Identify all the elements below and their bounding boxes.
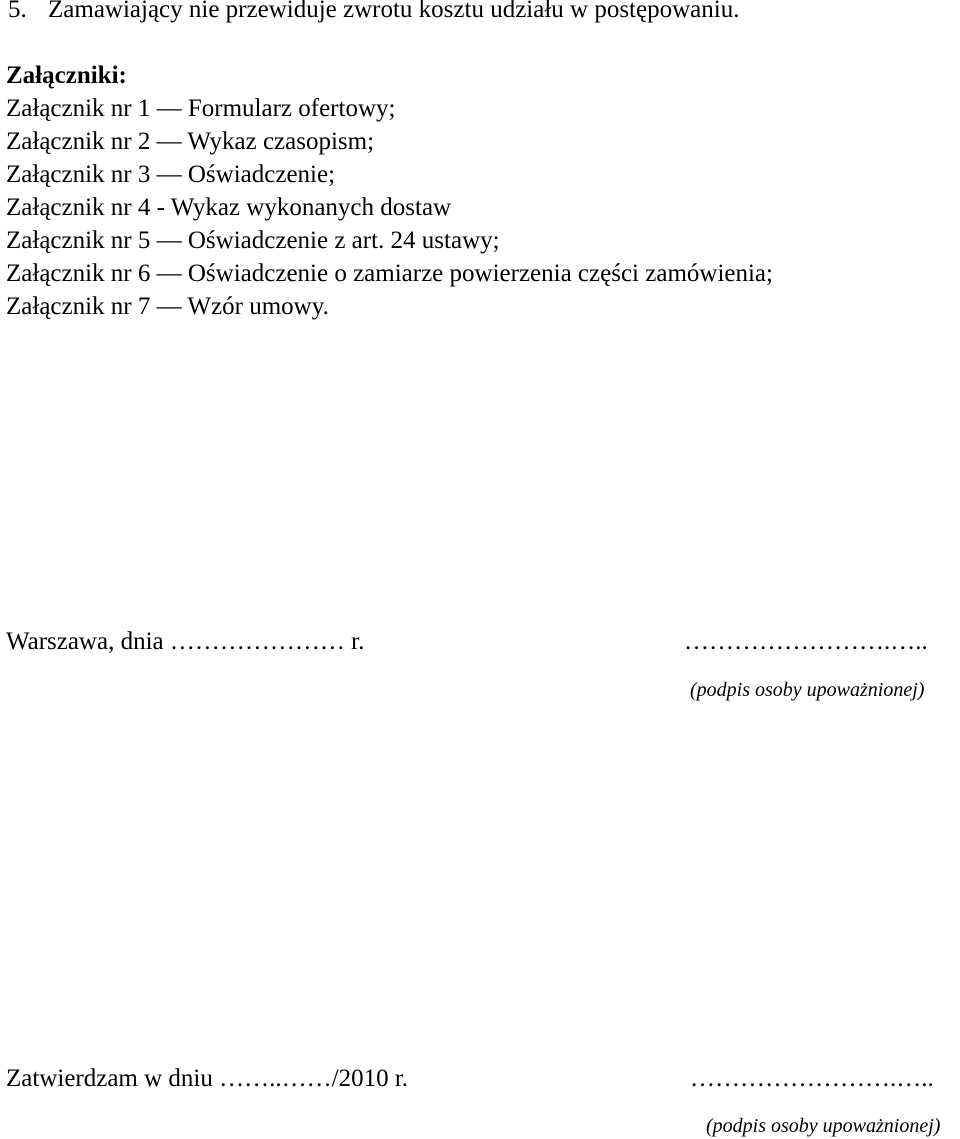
approval-date: Zatwierdzam w dniu ……..……/2010 r.: [6, 1065, 409, 1092]
attachments-heading: Załączniki:: [6, 62, 127, 89]
signature-dots: …………………….…..: [684, 628, 928, 655]
attachment-item: Załącznik nr 7 — Wzór umowy.: [6, 293, 329, 320]
attachment-item: Załącznik nr 2 — Wykaz czasopism;: [6, 128, 375, 155]
approval-signature-caption: (podpis osoby upoważnionej): [706, 1115, 941, 1137]
attachment-item: Załącznik nr 3 — Oświadczenie;: [6, 161, 336, 188]
point-5: [8, 0, 739, 26]
attachment-item: Załącznik nr 5 — Oświadczenie z art. 24 ustawy;: [6, 227, 500, 254]
point-number: 5.: [8, 0, 27, 23]
attachment-item: Załącznik nr 6 — Oświadczenie o zamiarze powierzenia części zamówienia;: [6, 260, 773, 287]
attachment-item: Załącznik nr 4 - Wykaz wykonanych dostaw: [6, 194, 452, 221]
signature-caption: (podpis osoby upoważnionej): [690, 679, 925, 701]
attachment-item: Załącznik nr 1 — Formularz ofertowy;: [6, 95, 396, 122]
approval-signature-dots: …………………….…..: [690, 1065, 934, 1092]
place-date: Warszawa, dnia ………………… r.: [6, 628, 365, 655]
point-text: Zamawiający nie przewiduje zwrotu kosztu udziału w postępowaniu.: [48, 0, 740, 23]
